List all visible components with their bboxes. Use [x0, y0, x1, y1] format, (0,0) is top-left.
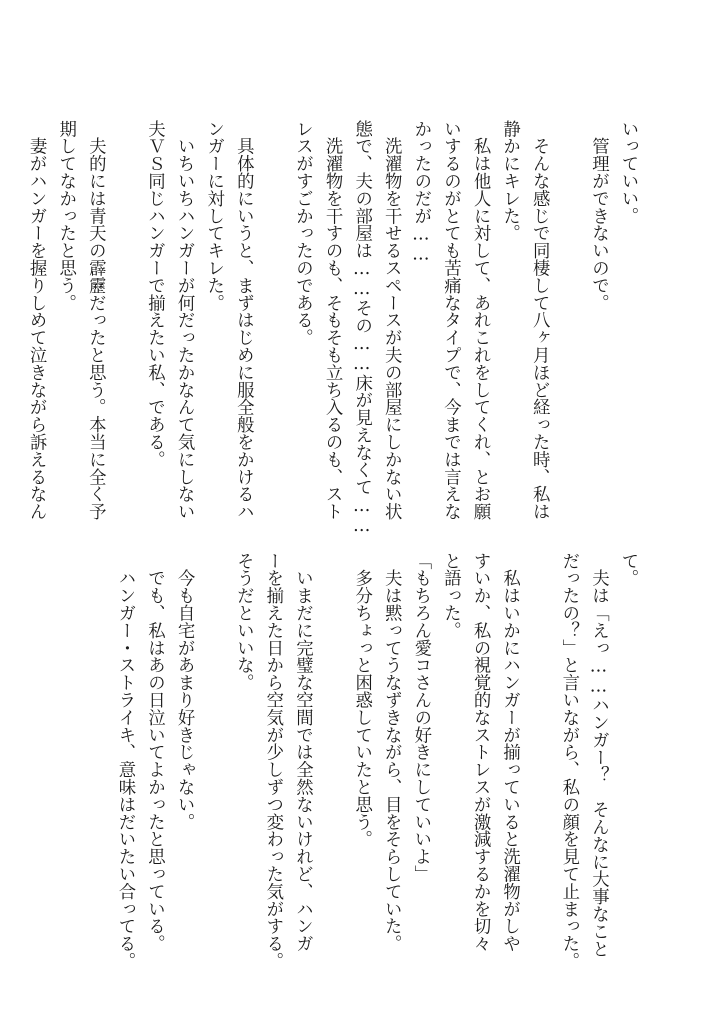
- text-line: 夫的には青天の霹靂だったと思う。本当に全く予: [85, 120, 106, 521]
- text-line: 妻がハンガーを握りしめて泣きながら訴えるなん: [26, 120, 47, 521]
- text-line: [257, 120, 287, 480]
- text-line: [198, 552, 228, 912]
- text-line: だったの？」と言いながら、私の顔を見て止まった。: [558, 552, 579, 970]
- text-line: レスがすごかったのである。: [292, 120, 313, 347]
- text-line: いっていい。: [618, 120, 638, 225]
- text-line: 態で、夫の部屋は……その……床が見えなくて……: [351, 120, 372, 536]
- text-line: と語った。: [440, 552, 461, 639]
- text-line: そんな感じで同棲して八ヶ月ほど経った時、私は: [529, 120, 550, 521]
- text-line: 夫ＶＳ同じハンガーで揃えたい私、である。: [144, 120, 165, 468]
- text-line: でも、私はあの日泣いてよかったと思っている。: [144, 552, 165, 953]
- text-line: すいか、私の視覚的なストレスが激減するかを切々: [470, 552, 491, 953]
- text-line: [524, 552, 554, 912]
- text-line: 洗濯物を干すのも、そもそも立ち入るのも、スト: [322, 120, 343, 521]
- text-line: 期してなかったと思う。: [55, 120, 76, 312]
- text-line: いするのがとても苦痛なタイプで、今までは言えな: [440, 120, 461, 521]
- text-line: 「もちろん愛コさんの好きにしていいよ」: [410, 552, 431, 883]
- text-block-top: [21, 120, 642, 536]
- text-block-bottom: [109, 552, 642, 970]
- text-line: 具体的にいうと、まずはじめに服全般をかけるハ: [233, 120, 254, 521]
- text-line: て。: [618, 552, 638, 587]
- text-line: [109, 120, 139, 480]
- text-line: 夫は「えっ……ハンガー？ そんなに大事なこと: [588, 552, 609, 958]
- text-line: かったのだが……: [410, 120, 431, 265]
- text-line: 私は他人に対して、あれこれをしてくれ、とお願: [470, 120, 491, 521]
- text-line: 静かにキレた。: [499, 120, 520, 242]
- text-line: 管理ができないので。: [588, 120, 609, 312]
- text-line: ンガーに対してキレた。: [203, 120, 224, 312]
- text-line: 夫は黙ってうなずきながら、目をそらしていた。: [381, 552, 402, 953]
- text-line: そうだといいな。: [233, 552, 254, 692]
- text-line: [316, 552, 346, 912]
- text-line: いちいちハンガーが何だったかなんて気にしない: [174, 120, 195, 521]
- text-line: [553, 120, 583, 480]
- text-line: 今も自宅があまり好きじゃない。: [174, 552, 195, 831]
- text-line: 多分ちょっと困惑していたと思う。: [351, 552, 372, 848]
- text-line: ーを揃えた日から空気が少しずつ変わった気がする。: [262, 552, 283, 970]
- text-line: ハンガー・ストライキ、意味はだいたい合ってる。: [114, 552, 135, 970]
- text-line: いまだに完璧な空間では全然ないけれど、ハンガ: [292, 552, 313, 953]
- text-line: 私はいかにハンガーが揃っていると洗濯物がしや: [499, 552, 520, 953]
- text-line: 洗濯物を干せるスペースが夫の部屋にしかない状: [381, 120, 402, 521]
